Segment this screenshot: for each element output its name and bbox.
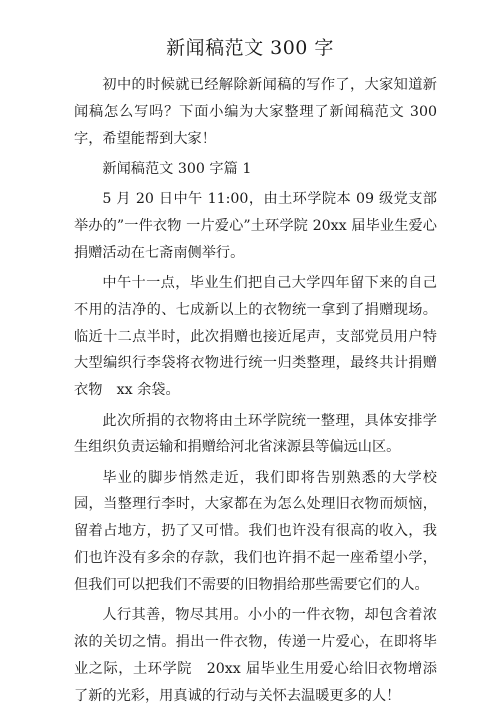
event-paragraph: 5 月 20 日中午 11:00，由土环学院本 09 级党支部举办的”一件衣物 一片爱心”土环学院 20xx 届毕业生爱心捐赠活动在七斋南侧举行。 [74,191,437,261]
document-body [74,72,437,713]
section-heading: 新闻稿范文 300 字篇 1 [102,160,252,177]
graduation-paragraph: 毕业的脚步悄然走近，我们即将告别熟悉的大学校园，当整理行李时，大家都在为怎么处理旧衣物而烦恼，留着占地方，扔了又可惜。我们也许没有很高的收入，我们也许没有多余的存款，我们也许捐不起一座希望小学，但我们可以把我们不需要的旧物捐给那些需要它们的人。 [74,469,437,593]
donation-paragraph: 中午十一点，毕业生们把自己大学四年留下来的自己不用的洁净的、七成新以上的衣物统一拿到了捐赠现场。临近十二点半时，此次捐赠也接近尾声，支部党员用户特大型编织行李袋将衣物进行统一归类整理，最终共计捐赠衣物 xx 余袋。 [74,275,437,399]
closing-paragraph: 人行其善，物尽其用。小小的一件衣物，却包含着浓浓的关切之情。捐出一件衣物，传递一片爱心，在即将毕业之际，土环学院 20xx 届毕业生用爱心给旧衣物增添了新的光彩，用真诚的行动与关怀去温暖更多的人！ [74,607,437,704]
destination-paragraph: 此次所捐的衣物将由土环学院统一整理，具体安排学生组织负责运输和捐赠给河北省涞源县等偏远山区。 [74,412,437,456]
document-title: 新闻稿范文 300 字 [166,37,334,59]
intro-paragraph: 初中的时候就已经解除新闻稿的写作了，大家知道新闻稿怎么写吗？下面小编为大家整理了新闻稿范文 300 字，希望能帮到大家！ [74,77,437,147]
